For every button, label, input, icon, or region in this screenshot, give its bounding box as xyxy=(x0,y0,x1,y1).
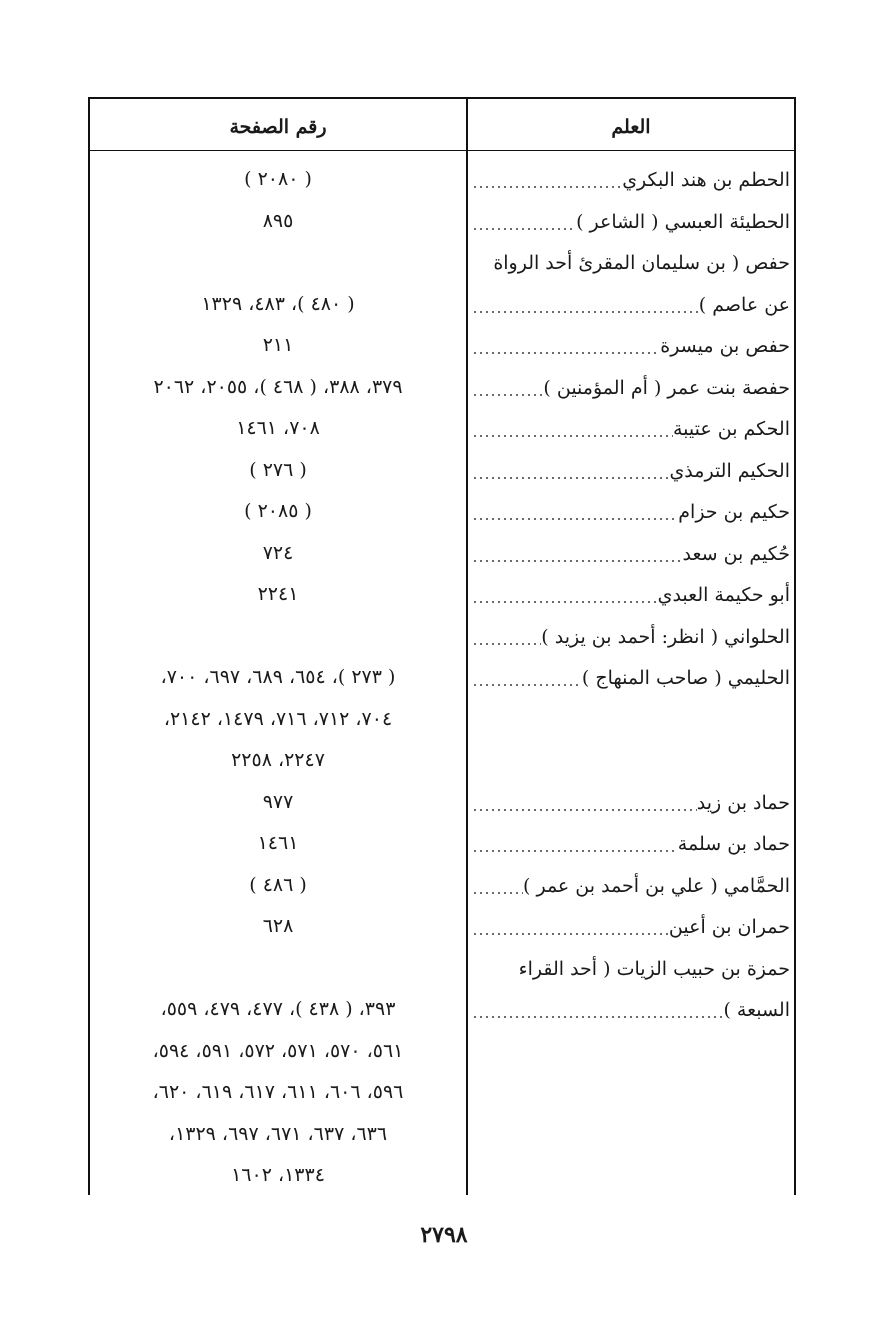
entry-pages: ٣٧٩، ٣٨٨، ( ٤٦٨ )، ٢٠٥٥، ٢٠٦٢ xyxy=(153,376,403,398)
index-row xyxy=(0,367,888,408)
dot-leader xyxy=(472,533,682,574)
entry-pages: ٦٢٨ xyxy=(262,915,294,937)
entry-pages: ( ٢٠٨٥ ) xyxy=(244,500,312,522)
header-rule xyxy=(88,150,796,151)
entry-pages: ( ٢٧٦ ) xyxy=(249,459,307,481)
dot-leader xyxy=(472,201,576,242)
dot-leader xyxy=(472,616,541,657)
entry-pages xyxy=(95,948,461,989)
entry-name-cell xyxy=(470,1155,792,1196)
index-row xyxy=(0,533,888,574)
index-row xyxy=(0,616,888,657)
entry-pages: ( ٤٨٦ ) xyxy=(249,874,307,896)
entry-name: حمزة بن حبيب الزيات ( أحد القراء xyxy=(518,957,790,980)
entry-name-cell xyxy=(470,533,792,574)
entry-name: حفص بن ميسرة xyxy=(660,334,790,357)
index-row xyxy=(0,159,888,200)
entry-name-cell xyxy=(470,865,792,906)
entry-name: حفصة بنت عمر ( أم المؤمنين ) xyxy=(543,376,790,399)
index-row xyxy=(0,1031,888,1072)
index-row xyxy=(0,699,888,740)
dot-leader xyxy=(472,284,699,325)
dot-leader xyxy=(472,574,658,615)
entry-name-cell xyxy=(470,699,792,740)
dot-leader xyxy=(472,782,697,823)
index-row xyxy=(0,865,888,906)
index-row xyxy=(0,201,888,242)
entry-name-cell xyxy=(470,740,792,781)
index-row xyxy=(0,782,888,823)
entry-pages: ٨٩٥ xyxy=(262,210,294,232)
index-row xyxy=(0,740,888,781)
entry-name: أبو حكيمة العبدي xyxy=(657,583,790,606)
entry-pages: ٥٩٦، ٦٠٦، ٦١١، ٦١٧، ٦١٩، ٦٢٠، xyxy=(152,1081,404,1103)
entry-pages: ( ٤٨٠ )، ٤٨٣، ١٣٢٩ xyxy=(201,293,355,315)
name-column-header: العلم xyxy=(611,116,651,138)
entry-name-cell xyxy=(470,989,792,1030)
entry-name-cell xyxy=(470,491,792,532)
entry-name: الحمَّامي ( علي بن أحمد بن عمر ) xyxy=(523,874,790,897)
entry-name: حماد بن سلمة xyxy=(677,832,790,855)
entry-name: الحطم بن هند البكري xyxy=(622,168,790,191)
entry-name-cell xyxy=(470,450,792,491)
entry-name: عن عاصم ) xyxy=(698,293,790,316)
index-row xyxy=(0,242,888,283)
entry-name-cell xyxy=(470,616,792,657)
entry-name: حُكيم بن سعد xyxy=(682,542,790,565)
index-row xyxy=(0,1155,888,1196)
entry-pages: ( ٢٠٨٠ ) xyxy=(244,168,312,190)
index-row xyxy=(0,1114,888,1155)
dot-leader xyxy=(472,989,723,1030)
index-row xyxy=(0,450,888,491)
index-row xyxy=(0,284,888,325)
entry-name: الحكيم الترمذي xyxy=(669,459,790,482)
dot-leader xyxy=(472,823,678,864)
entry-name-cell xyxy=(470,948,792,989)
entry-pages: ( ٢٧٣ )، ٦٥٤، ٦٨٩، ٦٩٧، ٧٠٠، xyxy=(160,666,396,688)
entry-name-cell xyxy=(470,201,792,242)
dot-leader xyxy=(472,865,523,906)
entry-pages: ٧٠٨، ١٤٦١ xyxy=(236,417,320,439)
dot-leader xyxy=(472,450,669,491)
entry-name-cell xyxy=(470,242,792,283)
entry-name-cell xyxy=(470,159,792,200)
entry-name-cell xyxy=(470,823,792,864)
dot-leader xyxy=(472,159,622,200)
index-row xyxy=(0,408,888,449)
index-row xyxy=(0,1072,888,1113)
entry-pages xyxy=(95,242,461,283)
entry-name-cell xyxy=(470,325,792,366)
pages-column-header: رقم الصفحة xyxy=(229,116,327,138)
dot-leader xyxy=(472,325,660,366)
index-row xyxy=(0,325,888,366)
dot-leader xyxy=(472,906,669,947)
entry-name-cell xyxy=(470,284,792,325)
page-number: ٢٧٩٨ xyxy=(420,1222,468,1248)
entry-pages: ٧٠٤، ٧١٢، ٧١٦، ١٤٧٩، ٢١٤٢، xyxy=(163,708,393,730)
entry-name: السبعة ) xyxy=(723,998,790,1021)
entry-name-cell xyxy=(470,408,792,449)
entry-pages: ٢٢٤١ xyxy=(257,583,299,605)
entry-name: حفص ( بن سليمان المقرئ أحد الرواة xyxy=(493,251,790,274)
entry-name: الحكم بن عتيبة xyxy=(672,417,790,440)
entry-name-cell xyxy=(470,574,792,615)
entry-pages: ٥٦١، ٥٧٠، ٥٧١، ٥٧٢، ٥٩١، ٥٩٤، xyxy=(152,1040,404,1062)
index-row xyxy=(0,574,888,615)
entry-pages: ١٤٦١ xyxy=(257,832,299,854)
entry-pages xyxy=(95,616,461,657)
entry-name-cell xyxy=(470,906,792,947)
entry-pages: ١٣٣٤، ١٦٠٢ xyxy=(231,1164,325,1186)
dot-leader xyxy=(472,408,673,449)
entry-name: الحطيئة العبسي ( الشاعر ) xyxy=(576,210,790,233)
index-row xyxy=(0,906,888,947)
entry-name-cell xyxy=(470,657,792,698)
entry-name: حمران بن أعين xyxy=(668,915,790,938)
entry-name-cell xyxy=(470,1031,792,1072)
index-row xyxy=(0,491,888,532)
entry-name-cell xyxy=(470,1072,792,1113)
entry-pages: ٦٣٦، ٦٣٧، ٦٧١، ٦٩٧، ١٣٢٩، xyxy=(168,1123,388,1145)
entry-name-cell xyxy=(470,1114,792,1155)
entry-name-cell xyxy=(470,367,792,408)
entry-name-cell xyxy=(470,782,792,823)
dot-leader xyxy=(472,367,543,408)
index-row xyxy=(0,657,888,698)
entry-name: حكيم بن حزام xyxy=(678,500,790,523)
dot-leader xyxy=(472,491,678,532)
entry-name: حماد بن زيد xyxy=(696,791,790,814)
entry-name: الحلواني ( انظر: أحمد بن يزيد ) xyxy=(541,625,790,648)
entry-pages: ٢٢٤٧، ٢٢٥٨ xyxy=(231,749,325,771)
entry-pages: ٧٢٤ xyxy=(262,542,294,564)
entry-pages: ٢١١ xyxy=(262,334,294,356)
entry-name: الحليمي ( صاحب المنهاج ) xyxy=(581,666,790,689)
index-row xyxy=(0,989,888,1030)
entry-pages: ٣٩٣، ( ٤٣٨ )، ٤٧٧، ٤٧٩، ٥٥٩، xyxy=(160,998,396,1020)
dot-leader xyxy=(472,657,582,698)
entry-pages: ٩٧٧ xyxy=(262,791,294,813)
index-row xyxy=(0,823,888,864)
index-row xyxy=(0,948,888,989)
